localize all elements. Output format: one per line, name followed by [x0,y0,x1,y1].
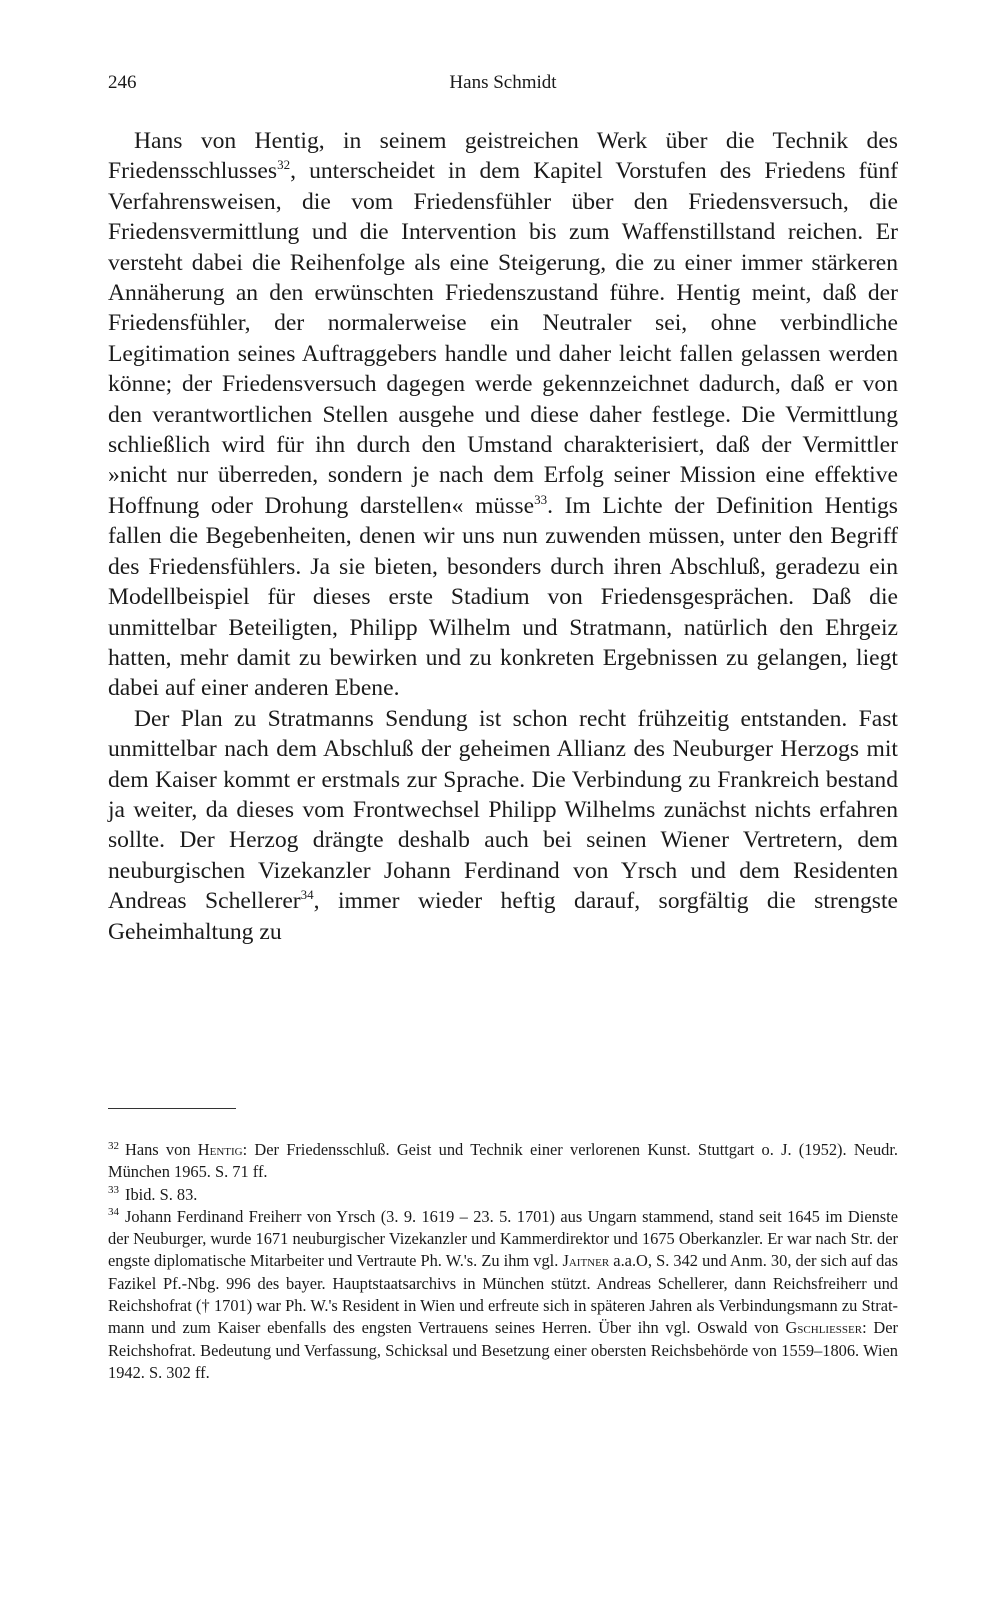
paragraph-1 [108,126,898,704]
footnote-34 [108,1206,898,1384]
main-text [108,126,898,947]
page-number: 246 [108,72,137,93]
footnote-34-author-2: Gschliesser [785,1318,863,1338]
paragraph-2 [108,704,898,947]
footnote-ref-33: 33 [534,492,548,508]
footnote-32 [108,1139,898,1184]
footnote-ref-32: 32 [277,157,291,173]
page-header [108,72,898,102]
footnotes [108,1139,898,1384]
footnote-34-part-c: : Der Reichshofrat. Bedeutung und Verfassung, Schicksal und Besetzung einer obersten Reichsbehörde von 1559–1806. Wien 1942. S. 302 ff. [108,1318,898,1382]
footnote-34-part-a: Johann Ferdinand Freiherr von Yrsch (3. 9. 1619 – 23. 5. 1701) aus Ungarn stammend, stand seit 1645 im Dienste der Neuburger, wurde 1671 neuburgischer Vizekanzler und Kammerdirektor und 1675 Oberkanzler. Er war nach Str. der engste diplomatische Mitarbeiter und Vertraute Ph. W.'s. Zu ihm vgl. [108,1206,898,1271]
footnote-ref-34: 34 [300,887,314,903]
paragraph-1-part-c: . Im Lichte der Definition Hentigs fallen die Begebenheiten, denen wir uns nun zuwenden müssen, unter den Begriff des Friedensfühlers. Ja sie bieten, besonders durch ihren Abschluß, geradezu ein Modellbeispiel für dieses erste Stadium von Friedensgesprächen. Daß die unmittelbar Beteiligten, Philipp Wilhelm und Stratmann, natürlich den Ehrgeiz hatten, mehr damit zu bewirken und zu konkreten Ergebnissen zu gelangen, liegt dabei auf einer anderen Ebene. [108,492,898,702]
footnote-32-part-a: Hans von [125,1140,198,1159]
footnote-33 [108,1184,898,1206]
footnote-32-number: 32 [108,1139,119,1152]
footnote-divider [108,1108,236,1109]
footnote-33-text: Ibid. S. 83. [125,1184,198,1204]
footnote-32-part-b: : Der Friedensschluß. Geist und Technik einer verlorenen Kunst. Stuttgart o. J. (1952). Neudr. München 1965. S. 71 ff. [108,1140,898,1182]
footnote-34-number: 34 [108,1206,119,1219]
paragraph-2-part-b: , immer wieder heftig darauf, sorgfältig die strengste Geheimhaltung zu [108,888,898,945]
footnote-33-number: 33 [108,1184,119,1197]
paragraph-1-part-a: Hans von Hentig, in seinem geistreichen Werk über die Technik des Friedensschlusses [108,128,898,185]
footnote-34-author-1: Jaitner [562,1251,610,1271]
paragraph-1-part-b: , unterscheidet in dem Kapitel Vorstufen des Friedens fünf Verfahrensweisen, die vom Friedensfühler über den Friedensversuch, die Friedensvermittlung und die Intervention bis zum Waffenstillstand reichen. Er versteht dabei die Reihenfolge als eine Steigerung, die zu einer immer stärkeren Annäherung an den erwünschten Friedenszustand führe. Hentig meint, daß der Friedensfühler, der normalerweise ein Neutraler sei, ohne verbindliche Legitimation seines Auftraggebers handle und daher leicht fallen gelassen werden könne; der Friedensversuch dagegen werde gekennzeichnet dadurch, daß er von den verantwortlichen Stellen ausgehe und diese daher festlege. Die Vermittlung schließlich wird für ihn durch den Umstand charakterisiert, daß der Vermittler »nicht nur überreden, sondern je nach dem Erfolg seiner Mission eine effektive Hoffnung oder Drohung darstellen« müsse [108,158,898,519]
footnote-32-author: Hentig [197,1140,243,1159]
footnote-34-part-b: a.a.O, S. 342 und Anm. 30, der sich auf das Fazikel Pf.-Nbg. 996 des bayer. Hauptstaatsarchivs in München stützt. Andreas Schellerer, dann Reichsfreiherr und Reichshofrat († 1701) war Ph. W.'s Resident in Wien und erfreute sich in späteren Jahren als Verbindungsmann zu Stratmann und zum Kaiser ebenfalls des engsten Vertrauens seines Herren. Über ihn vgl. Oswald von [108,1251,898,1338]
paragraph-2-part-a: Der Plan zu Stratmanns Sendung ist schon recht frühzeitig entstanden. Fast unmittelbar nach dem Abschluß der geheimen Allianz des Neuburger Herzogs mit dem Kaiser kommt er erstmals zur Sprache. Die Verbindung zu Frankreich bestand ja weiter, da dieses vom Frontwechsel Philipp Wilhelms zunächst nichts erfahren sollte. Der Herzog drängte deshalb auch bei seinen Wiener Vertretern, dem neuburgischen Vizekanzler Johann Ferdinand von Yrsch und dem Residenten Andreas Schellerer [108,705,898,915]
running-head: Hans Schmidt [449,72,557,93]
